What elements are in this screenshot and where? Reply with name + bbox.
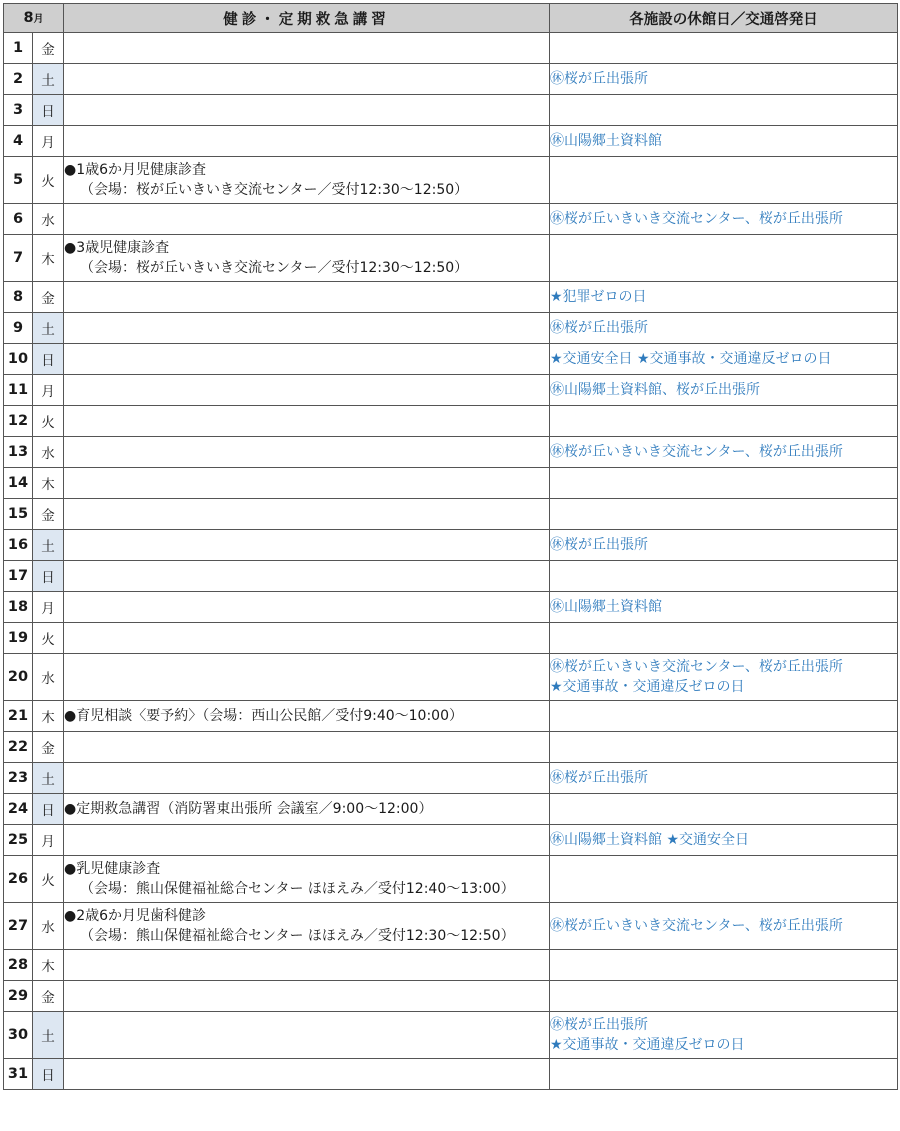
day-number: 25 <box>4 825 33 856</box>
notices-cell <box>550 561 898 592</box>
notices-cell <box>550 794 898 825</box>
day-row <box>4 701 898 732</box>
event-title: ●3歳児健康診査 <box>64 240 170 256</box>
notices-cell <box>550 701 898 732</box>
notice-line: ★交通安全日 ★交通事故・交通違反ゼロの日 <box>550 351 832 367</box>
calendar-table <box>3 3 898 1090</box>
day-row <box>4 856 898 903</box>
day-number: 20 <box>4 654 33 701</box>
day-number: 8 <box>4 282 33 313</box>
notice-line: ㊡山陽郷土資料館 <box>550 133 662 149</box>
notice-line: ★交通事故・交通違反ゼロの日 <box>550 679 745 695</box>
day-row <box>4 64 898 95</box>
events-column-header: 健診・定期救急講習 <box>64 4 550 33</box>
day-number: 18 <box>4 592 33 623</box>
day-row <box>4 825 898 856</box>
notices-cell <box>550 825 898 856</box>
day-row <box>4 1012 898 1059</box>
events-cell <box>64 406 550 437</box>
day-row <box>4 903 898 950</box>
day-row <box>4 763 898 794</box>
notices-cell <box>550 1012 898 1059</box>
day-number: 29 <box>4 981 33 1012</box>
notices-cell <box>550 468 898 499</box>
day-row <box>4 157 898 204</box>
notices-cell <box>550 95 898 126</box>
notices-cell <box>550 763 898 794</box>
day-number: 7 <box>4 235 33 282</box>
day-row <box>4 468 898 499</box>
events-cell <box>64 950 550 981</box>
events-cell <box>64 561 550 592</box>
weekday: 金 <box>33 732 64 763</box>
events-cell <box>64 981 550 1012</box>
day-number: 23 <box>4 763 33 794</box>
events-cell <box>64 204 550 235</box>
events-cell <box>64 95 550 126</box>
day-row <box>4 313 898 344</box>
weekday: 土 <box>33 64 64 95</box>
weekday: 日 <box>33 95 64 126</box>
day-number: 10 <box>4 344 33 375</box>
weekday: 水 <box>33 437 64 468</box>
event-title: ●育児相談〈要予約〉（会場：西山公民館／受付9:40〜10:00） <box>64 708 463 724</box>
day-row <box>4 499 898 530</box>
day-number: 17 <box>4 561 33 592</box>
weekday: 木 <box>33 950 64 981</box>
events-cell <box>64 794 550 825</box>
day-number: 15 <box>4 499 33 530</box>
notices-cell <box>550 33 898 64</box>
events-cell <box>64 313 550 344</box>
weekday: 土 <box>33 763 64 794</box>
notices-cell <box>550 981 898 1012</box>
events-cell <box>64 592 550 623</box>
events-cell <box>64 623 550 654</box>
day-row <box>4 95 898 126</box>
notices-cell <box>550 126 898 157</box>
event-detail: （会場：熊山保健福祉総合センター ほほえみ／受付12:30〜12:50） <box>80 928 515 944</box>
notices-cell <box>550 235 898 282</box>
notice-line: ㊡山陽郷土資料館 ★交通安全日 <box>550 832 750 848</box>
month-suffix: 月 <box>33 14 44 25</box>
day-row <box>4 204 898 235</box>
event-detail: （会場：桜が丘いきいき交流センター／受付12:30〜12:50） <box>80 260 469 276</box>
day-row <box>4 794 898 825</box>
notice-line: ㊡山陽郷土資料館 <box>550 599 662 615</box>
events-cell <box>64 1059 550 1090</box>
day-row <box>4 344 898 375</box>
events-cell <box>64 437 550 468</box>
weekday: 金 <box>33 499 64 530</box>
day-number: 30 <box>4 1012 33 1059</box>
day-number: 22 <box>4 732 33 763</box>
weekday: 火 <box>33 406 64 437</box>
notices-cell <box>550 903 898 950</box>
header-row <box>4 4 898 33</box>
day-number: 2 <box>4 64 33 95</box>
notice-line: ㊡桜が丘出張所 <box>550 71 648 87</box>
day-number: 27 <box>4 903 33 950</box>
notices-cell <box>550 856 898 903</box>
notices-cell <box>550 592 898 623</box>
events-cell <box>64 701 550 732</box>
notices-cell <box>550 530 898 561</box>
weekday: 木 <box>33 701 64 732</box>
notices-cell <box>550 623 898 654</box>
month-header <box>4 4 64 33</box>
weekday: 土 <box>33 1012 64 1059</box>
notice-line: ★犯罪ゼロの日 <box>550 289 647 305</box>
day-row <box>4 654 898 701</box>
event-title: ●1歳6か月児健康診査 <box>64 162 207 178</box>
weekday: 日 <box>33 561 64 592</box>
notices-cell <box>550 950 898 981</box>
day-number: 16 <box>4 530 33 561</box>
weekday: 木 <box>33 468 64 499</box>
events-cell <box>64 856 550 903</box>
notice-line: ㊡桜が丘出張所 <box>550 770 648 786</box>
weekday: 月 <box>33 126 64 157</box>
events-cell <box>64 235 550 282</box>
events-cell <box>64 282 550 313</box>
day-number: 12 <box>4 406 33 437</box>
events-cell <box>64 33 550 64</box>
day-row <box>4 33 898 64</box>
weekday: 火 <box>33 157 64 204</box>
notice-line: ㊡桜が丘いきいき交流センター、桜が丘出張所 <box>550 444 843 460</box>
events-cell <box>64 375 550 406</box>
day-row <box>4 981 898 1012</box>
weekday: 月 <box>33 375 64 406</box>
event-title: ●2歳6か月児歯科健診 <box>64 908 207 924</box>
day-row <box>4 437 898 468</box>
events-cell <box>64 64 550 95</box>
day-row <box>4 530 898 561</box>
day-row <box>4 950 898 981</box>
notices-cell <box>550 375 898 406</box>
day-number: 21 <box>4 701 33 732</box>
notice-line: ㊡桜が丘いきいき交流センター、桜が丘出張所 <box>550 659 843 675</box>
weekday: 火 <box>33 623 64 654</box>
events-cell <box>64 157 550 204</box>
weekday: 月 <box>33 825 64 856</box>
day-row <box>4 282 898 313</box>
day-row <box>4 592 898 623</box>
weekday: 金 <box>33 33 64 64</box>
notices-cell <box>550 406 898 437</box>
weekday: 日 <box>33 344 64 375</box>
weekday: 日 <box>33 1059 64 1090</box>
notices-cell <box>550 204 898 235</box>
day-row <box>4 235 898 282</box>
weekday: 金 <box>33 981 64 1012</box>
day-number: 24 <box>4 794 33 825</box>
notices-cell <box>550 344 898 375</box>
notice-line: ㊡桜が丘出張所 <box>550 320 648 336</box>
weekday: 月 <box>33 592 64 623</box>
weekday: 土 <box>33 313 64 344</box>
notices-cell <box>550 499 898 530</box>
day-number: 3 <box>4 95 33 126</box>
notices-cell <box>550 157 898 204</box>
notices-cell <box>550 282 898 313</box>
event-title: ●乳児健康診査 <box>64 861 161 877</box>
day-number: 14 <box>4 468 33 499</box>
day-number: 9 <box>4 313 33 344</box>
weekday: 土 <box>33 530 64 561</box>
notice-line: ㊡桜が丘出張所 <box>550 537 648 553</box>
day-row <box>4 126 898 157</box>
day-number: 1 <box>4 33 33 64</box>
event-detail: （会場：桜が丘いきいき交流センター／受付12:30〜12:50） <box>80 182 469 198</box>
events-cell <box>64 654 550 701</box>
day-row <box>4 732 898 763</box>
day-number: 19 <box>4 623 33 654</box>
day-row <box>4 623 898 654</box>
day-row <box>4 406 898 437</box>
event-title: ●定期救急講習（消防署東出張所 会議室／9:00〜12:00） <box>64 801 433 817</box>
event-detail: （会場：熊山保健福祉総合センター ほほえみ／受付12:40〜13:00） <box>80 881 515 897</box>
weekday: 火 <box>33 856 64 903</box>
month-number: 8 <box>23 10 34 26</box>
notices-cell <box>550 313 898 344</box>
day-row <box>4 1059 898 1090</box>
day-row <box>4 375 898 406</box>
notices-cell <box>550 1059 898 1090</box>
weekday: 木 <box>33 235 64 282</box>
events-cell <box>64 825 550 856</box>
calendar-body <box>4 33 898 1090</box>
notices-cell <box>550 64 898 95</box>
day-number: 6 <box>4 204 33 235</box>
events-cell <box>64 344 550 375</box>
weekday: 金 <box>33 282 64 313</box>
day-row <box>4 561 898 592</box>
events-cell <box>64 903 550 950</box>
events-cell <box>64 732 550 763</box>
day-number: 4 <box>4 126 33 157</box>
day-number: 28 <box>4 950 33 981</box>
notice-line: ㊡桜が丘いきいき交流センター、桜が丘出張所 <box>550 918 843 934</box>
day-number: 31 <box>4 1059 33 1090</box>
notice-line: ★交通事故・交通違反ゼロの日 <box>550 1037 745 1053</box>
notices-cell <box>550 654 898 701</box>
events-cell <box>64 468 550 499</box>
notices-cell <box>550 732 898 763</box>
day-number: 5 <box>4 157 33 204</box>
notice-line: ㊡山陽郷土資料館、桜が丘出張所 <box>550 382 760 398</box>
weekday: 水 <box>33 903 64 950</box>
day-number: 26 <box>4 856 33 903</box>
events-cell <box>64 1012 550 1059</box>
weekday: 水 <box>33 204 64 235</box>
weekday: 日 <box>33 794 64 825</box>
notice-line: ㊡桜が丘いきいき交流センター、桜が丘出張所 <box>550 211 843 227</box>
events-cell <box>64 499 550 530</box>
events-cell <box>64 530 550 561</box>
weekday: 水 <box>33 654 64 701</box>
events-cell <box>64 763 550 794</box>
notices-cell <box>550 437 898 468</box>
events-cell <box>64 126 550 157</box>
notice-line: ㊡桜が丘出張所 <box>550 1017 648 1033</box>
day-number: 13 <box>4 437 33 468</box>
day-number: 11 <box>4 375 33 406</box>
notices-column-header: 各施設の休館日／交通啓発日 <box>550 4 898 33</box>
